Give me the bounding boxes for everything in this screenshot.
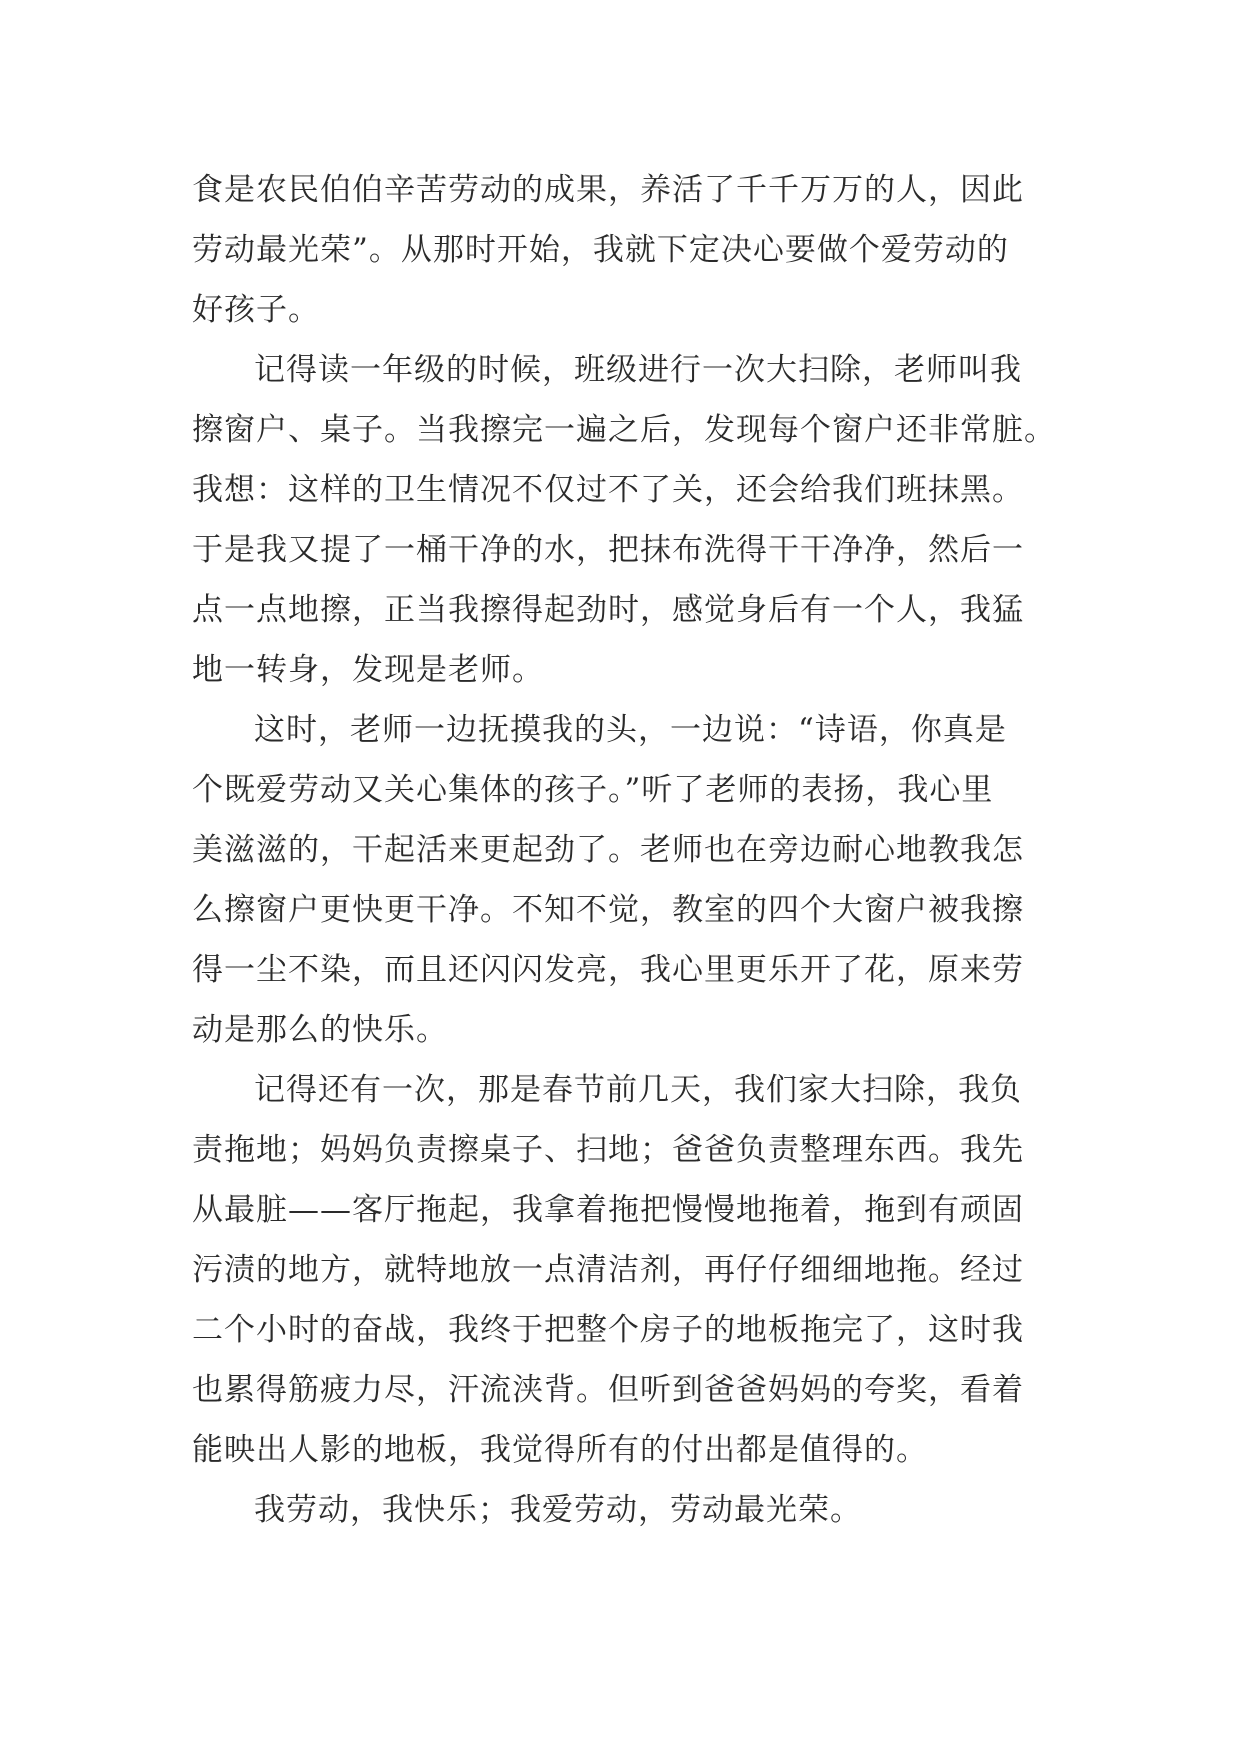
text-line: 美滋滋的，干起活来更起劲了。老师也在旁边耐心地教我怎	[192, 832, 1024, 868]
text-line: 点一点地擦，正当我擦得起劲时，感觉身后有一个人，我猛	[192, 592, 1024, 628]
text-line: 我想：这样的卫生情况不仅过不了关，还会给我们班抹黑。	[192, 472, 1024, 508]
text-line: 得一尘不染，而且还闪闪发亮，我心里更乐开了花，原来劳	[192, 952, 1024, 988]
text-line: 地一转身，发现是老师。	[192, 652, 544, 688]
text-line: 于是我又提了一桶干净的水，把抹布洗得干干净净，然后一	[192, 532, 1024, 568]
text-line: 个既爱劳动又关心集体的孩子。”听了老师的表扬，我心里	[192, 772, 994, 808]
paragraph-first-line: 这时，老师一边抚摸我的头，一边说：“诗语，你真是	[254, 712, 1007, 748]
paragraph-first-line: 我劳动，我快乐；我爱劳动，劳动最光荣。	[254, 1492, 862, 1528]
text-line: 好孩子。	[192, 292, 320, 328]
text-line: 也累得筋疲力尽，汗流浃背。但听到爸爸妈妈的夸奖，看着	[192, 1372, 1024, 1408]
text-line: 二个小时的奋战，我终于把整个房子的地板拖完了，这时我	[192, 1312, 1024, 1348]
essay-body	[192, 160, 1072, 1540]
paragraph-first-line: 记得读一年级的时候，班级进行一次大扫除，老师叫我	[254, 352, 1022, 388]
text-line: 么擦窗户更快更干净。不知不觉，教室的四个大窗户被我擦	[192, 892, 1024, 928]
text-line: 劳动最光荣”。从那时开始，我就下定决心要做个爱劳动的	[192, 232, 1009, 268]
paragraph-first-line: 记得还有一次，那是春节前几天，我们家大扫除，我负	[254, 1072, 1022, 1108]
text-line: 从最脏——客厅拖起，我拿着拖把慢慢地拖着，拖到有顽固	[192, 1192, 1024, 1228]
text-line: 动是那么的快乐。	[192, 1012, 448, 1048]
text-line: 擦窗户、桌子。当我擦完一遍之后，发现每个窗户还非常脏。	[192, 412, 1056, 448]
text-line: 污渍的地方，就特地放一点清洁剂，再仔仔细细地拖。经过	[192, 1252, 1024, 1288]
text-line: 责拖地；妈妈负责擦桌子、扫地；爸爸负责整理东西。我先	[192, 1132, 1024, 1168]
text-line: 食是农民伯伯辛苦劳动的成果，养活了千千万万的人，因此	[192, 172, 1024, 208]
text-line: 能映出人影的地板，我觉得所有的付出都是值得的。	[192, 1432, 928, 1468]
